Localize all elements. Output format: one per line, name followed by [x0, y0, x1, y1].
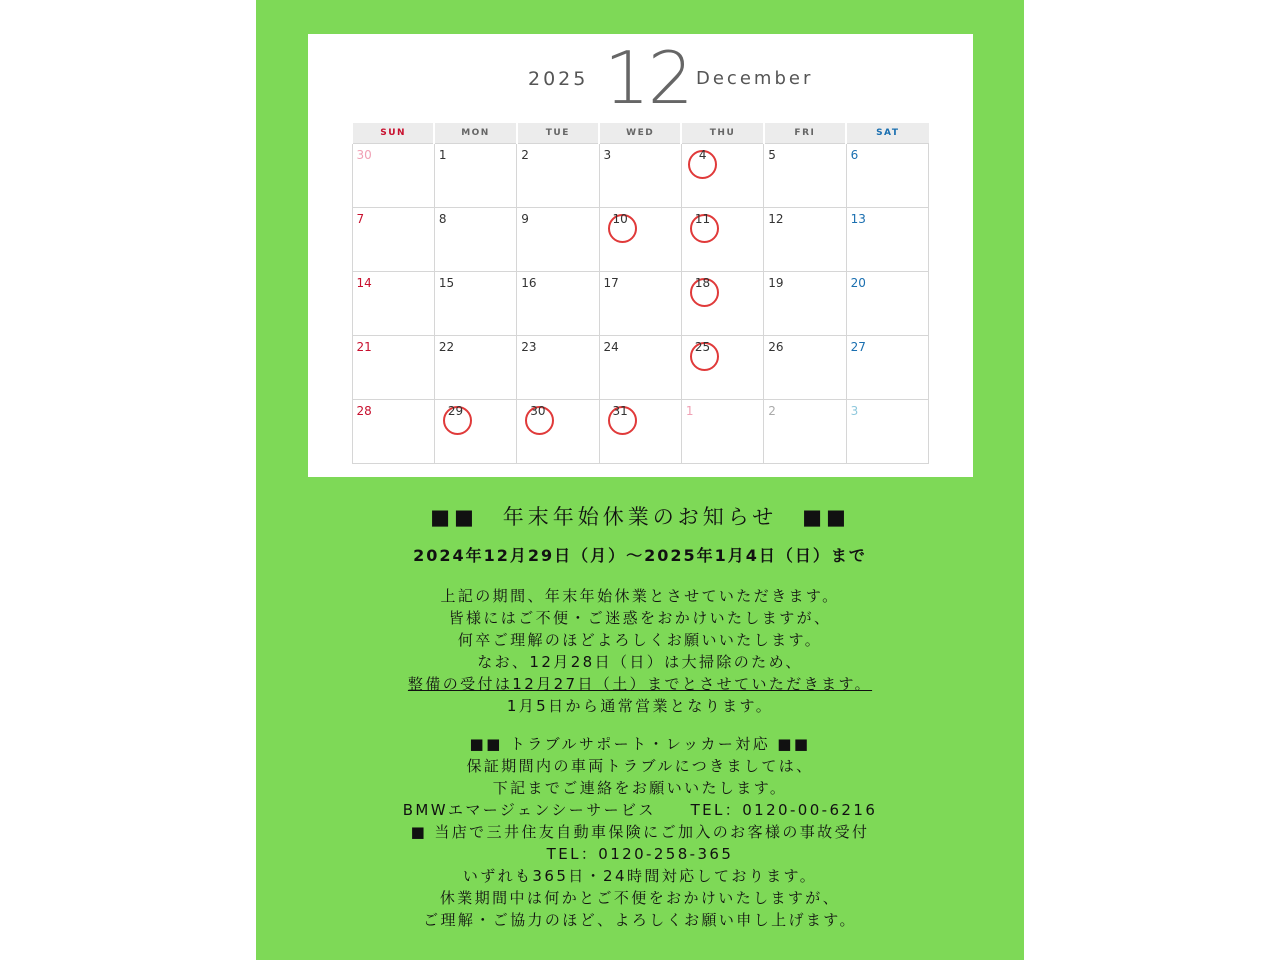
calendar-day-cell — [681, 272, 763, 336]
calendar-day-number: 9 — [521, 212, 529, 226]
calendar-day-number: 6 — [850, 148, 859, 162]
notice-line: 皆様にはご不便・ご迷惑をおかけいたしますが、 — [448, 609, 832, 627]
calendar-month-number: 12 — [604, 36, 692, 120]
calendar-day-number: 20 — [850, 276, 866, 290]
calendar-day-number: 10 — [612, 212, 628, 226]
calendar-day-cell — [517, 272, 599, 336]
calendar-day-cell — [764, 144, 846, 208]
calendar-day-cell — [764, 272, 846, 336]
notice-line: ■ 当店で三井住友自動車保険にご加入のお客様の事故受付 — [410, 823, 870, 841]
calendar-month-name: December — [696, 68, 814, 89]
calendar-grid — [351, 123, 929, 464]
calendar-day-cell — [352, 208, 434, 272]
calendar-day-cell — [434, 400, 516, 464]
closure-message — [256, 585, 1024, 717]
calendar-day-cell — [517, 336, 599, 400]
calendar-day-number: 18 — [694, 276, 711, 290]
calendar-day-number: 30 — [530, 404, 546, 418]
weekday-fri: FRI — [764, 123, 846, 144]
notice-line: ■■ トラブルサポート・レッカー対応 ■■ — [469, 735, 811, 753]
calendar-day-number: 21 — [356, 340, 372, 354]
notice-line: ご理解・ご協力のほど、よろしくお願い申し上げます。 — [423, 911, 857, 929]
calendar-day-number: 31 — [612, 404, 628, 418]
notice-line: 上記の期間、年末年始休業とさせていただきます。 — [440, 587, 840, 605]
calendar-day-cell — [599, 144, 681, 208]
calendar-week — [352, 400, 929, 464]
calendar-day-cell — [846, 336, 928, 400]
calendar-day-number: 14 — [356, 276, 372, 290]
calendar-week — [352, 336, 929, 400]
calendar-day-number: 28 — [356, 404, 372, 418]
weekday-wed: WED — [599, 123, 681, 144]
weekday-sat: SAT — [846, 123, 928, 144]
notice-text — [256, 495, 1024, 931]
calendar-week — [352, 272, 929, 336]
calendar-card — [308, 34, 973, 477]
calendar-day-cell — [352, 272, 434, 336]
notice-line: 整備の受付は12月27日（土）までとさせていただきます。 — [407, 675, 873, 693]
notice-line: 下記までご連絡をお願いいたします。 — [492, 779, 788, 797]
notice-line: BMWエマージェンシーサービス TEL：0120-00-6216 — [402, 801, 878, 819]
calendar-day-number: 22 — [438, 340, 455, 354]
calendar-day-cell — [517, 208, 599, 272]
calendar-day-number: 23 — [521, 340, 537, 354]
calendar-year: 2025 — [528, 68, 589, 90]
calendar-day-number: 3 — [603, 148, 612, 162]
weekday-sun: SUN — [352, 123, 434, 144]
calendar-day-cell — [434, 144, 516, 208]
calendar-day-cell — [681, 144, 763, 208]
calendar-day-cell — [599, 400, 681, 464]
calendar-day-cell — [599, 336, 681, 400]
calendar-day-cell — [434, 336, 516, 400]
calendar-day-number: 12 — [768, 212, 784, 226]
weekday-header-row — [352, 123, 929, 144]
calendar-day-number: 29 — [447, 404, 464, 418]
calendar-day-number: 2 — [521, 148, 529, 162]
calendar-day-cell — [681, 336, 763, 400]
notice-line: なお、12月28日（日）は大掃除のため、 — [477, 653, 803, 671]
calendar-day-cell — [764, 208, 846, 272]
calendar-day-cell — [434, 272, 516, 336]
calendar-day-cell — [352, 336, 434, 400]
calendar-day-cell — [846, 144, 928, 208]
calendar-day-cell — [846, 208, 928, 272]
calendar-day-number: 13 — [850, 212, 866, 226]
calendar-day-number: 30 — [356, 148, 372, 162]
calendar-week — [352, 208, 929, 272]
calendar-day-cell — [599, 208, 681, 272]
calendar-day-number: 4 — [698, 148, 707, 162]
calendar-day-number: 7 — [356, 212, 365, 226]
calendar-day-number: 16 — [521, 276, 537, 290]
calendar-day-number: 1 — [685, 404, 694, 418]
calendar-day-number: 5 — [768, 148, 776, 162]
calendar-day-number: 27 — [850, 340, 866, 354]
calendar-day-cell — [846, 400, 928, 464]
calendar-day-cell — [517, 144, 599, 208]
calendar-day-number: 1 — [438, 148, 447, 162]
calendar-day-number: 8 — [438, 212, 447, 226]
notice-line: 保証期間内の車両トラブルにつきましては、 — [466, 757, 814, 775]
notice-line: TEL：0120-258-365 — [546, 845, 734, 863]
calendar-day-cell — [681, 208, 763, 272]
calendar-day-cell — [434, 208, 516, 272]
calendar-day-cell — [764, 336, 846, 400]
calendar-day-number: 26 — [768, 340, 784, 354]
notice-line: 休業期間中は何かとご不便をおかけいたしますが、 — [439, 889, 841, 907]
calendar-day-cell — [517, 400, 599, 464]
calendar-day-cell — [352, 400, 434, 464]
calendar-day-number: 17 — [603, 276, 619, 290]
calendar-week — [352, 144, 929, 208]
calendar-day-cell — [681, 400, 763, 464]
calendar-day-cell — [846, 272, 928, 336]
weekday-mon: MON — [434, 123, 516, 144]
trouble-support-message — [256, 733, 1024, 931]
calendar-header — [308, 34, 973, 124]
calendar-day-number: 25 — [694, 340, 711, 354]
notice-panel — [256, 0, 1024, 960]
notice-line: 1月5日から通常営業となります。 — [506, 697, 774, 715]
calendar-day-number: 24 — [603, 340, 619, 354]
notice-line: いずれも365日・24時間対応しております。 — [462, 867, 818, 885]
calendar-day-cell — [764, 400, 846, 464]
notice-title: ■■ 年末年始休業のお知らせ ■■ — [430, 505, 850, 529]
calendar-day-number: 3 — [850, 404, 859, 418]
weekday-thu: THU — [681, 123, 763, 144]
calendar-weeks — [352, 144, 929, 464]
calendar-day-cell — [352, 144, 434, 208]
weekday-tue: TUE — [517, 123, 599, 144]
notice-line: 何卒ご理解のほどよろしくお願いいたします。 — [457, 631, 823, 649]
calendar-day-cell — [599, 272, 681, 336]
calendar-day-number: 11 — [694, 212, 711, 226]
closure-dates: 2024年12月29日（月）～2025年1月4日（日）まで — [413, 546, 867, 565]
calendar-day-number: 2 — [768, 404, 776, 418]
calendar-day-number: 19 — [768, 276, 784, 290]
calendar-day-number: 15 — [438, 276, 455, 290]
